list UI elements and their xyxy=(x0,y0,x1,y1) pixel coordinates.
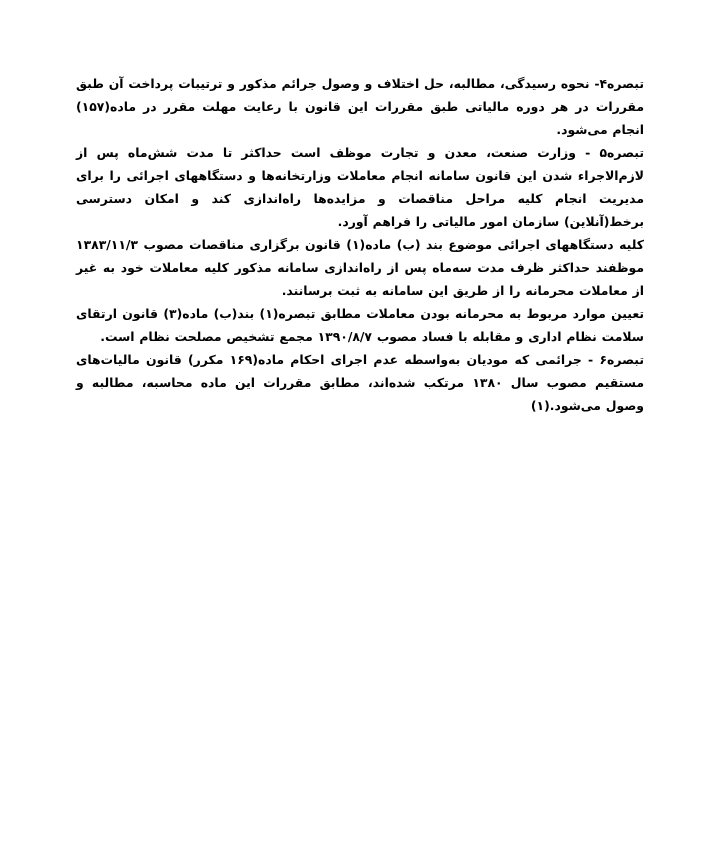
note-4-paragraph: تبصره۴- نحوه رسیدگی، مطالبه، حل اختلاف و وصول جرائم مذکور و ترتیبات پرداخت آن طبق مقررات در هر دوره مالیاتی طبق مقررات این قانون با رعایت مهلت مقرر در ماده(۱۵۷) انجام می‌شود. xyxy=(76,76,644,137)
document-body xyxy=(76,72,644,417)
confidential-transactions-paragraph: تعیین موارد مربوط به محرمانه بودن معاملات مطابق تبصره(۱) بند(ب) ماده(۳) قانون ارتقای سلامت نظام اداری و مقابله با فساد مصوب ۱۳۹۰/۸/۷ مجمع تشخیص مصلحت نظام است. xyxy=(76,306,644,344)
note-6-paragraph: تبصره۶ - جرائمی که مودیان به‌واسطه عدم اجرای احکام ماده(۱۶۹ مکرر) قانون مالیات‌های مستقیم مصوب سال ۱۳۸۰ مرتکب شده‌اند، مطابق مقررات این ماده محاسبه، مطالبه و وصول می‌شود.(۱) xyxy=(76,352,644,413)
executive-bodies-paragraph: کلیه دستگاههای اجرائی موضوع بند (ب) ماده(۱) قانون برگزاری مناقصات مصوب ۱۳۸۳/۱۱/۳ موظفند حداکثر ظرف مدت سه‌ماه پس از راه‌اندازی سامانه مذکور کلیه معاملات خود به غیر از معاملات محرمانه را از طریق این سامانه به ثبت برسانند. xyxy=(76,237,644,298)
note-5-paragraph: تبصره۵ - وزارت صنعت، معدن و تجارت موظف است حداکثر تا مدت شش‌ماه پس از لازم‌الاجراء شدن این قانون سامانه انجام معاملات وزارتخانه‌ها و دستگاههای اجرائی را برای مدیریت انجام کلیه مراحل مناقصات و مزایده‌ها راه‌اندازی کند و امکان دسترسی برخط(آنلاین) سازمان امور مالیاتی را فراهم آورد. xyxy=(76,145,644,229)
